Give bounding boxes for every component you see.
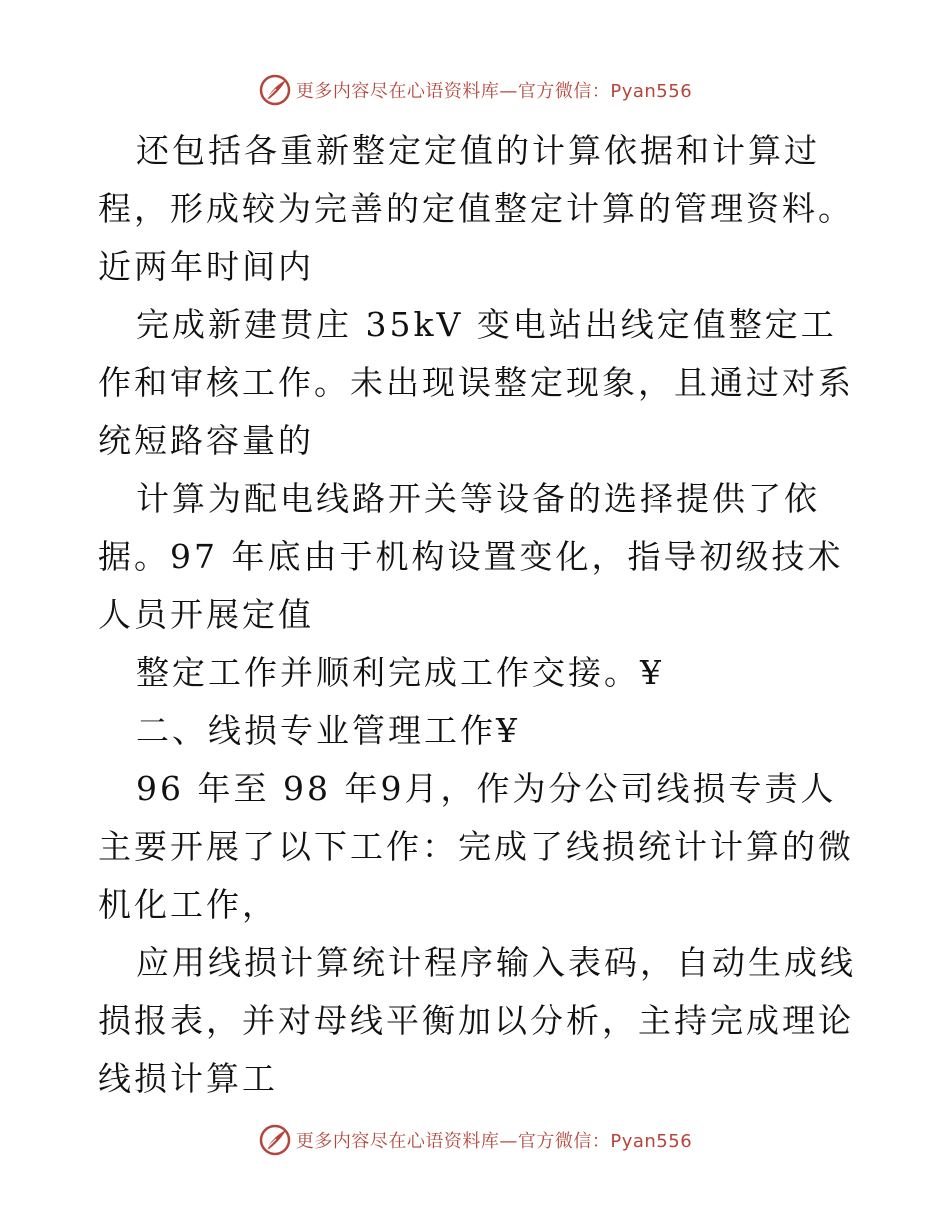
paragraph: 应用线损计算统计程序输入表码，自动生成线损报表，并对母线平衡加以分析，主持完成理论线损计算工	[98, 943, 856, 1098]
header-watermark-banner	[0, 70, 950, 110]
watermark-text: 更多内容尽在心语资料库—官方微信：Pyan556	[295, 81, 693, 102]
paragraph: 还包括各重新整定定值的计算依据和计算过程，形成较为完善的定值整定计算的管理资料。近两年时间内	[98, 131, 854, 286]
feather-pen-circle-icon	[258, 1123, 292, 1157]
footer-watermark-banner	[0, 1120, 950, 1160]
paragraph: 完成新建贯庄 35kV 变电站出线定值整定工作和审核工作。未出现误整定现象，且通过对系统短路容量的	[98, 305, 854, 460]
watermark-text: 更多内容尽在心语资料库—官方微信：Pyan556	[295, 1131, 693, 1152]
document-body	[98, 122, 858, 1108]
feather-pen-circle-icon	[258, 73, 292, 107]
paragraph: 整定工作并顺利完成工作交接。¥	[136, 653, 664, 692]
paragraph: 计算为配电线路开关等设备的选择提供了依据。97 年底由于机构设置变化，指导初级技术人员开展定值	[98, 479, 844, 634]
paragraph: 96 年至 98 年9月，作为分公司线损专责人主要开展了以下工作：完成了线损统计计算的微机化工作，	[98, 769, 854, 924]
section-heading: 二、线损专业管理工作¥	[136, 711, 520, 750]
